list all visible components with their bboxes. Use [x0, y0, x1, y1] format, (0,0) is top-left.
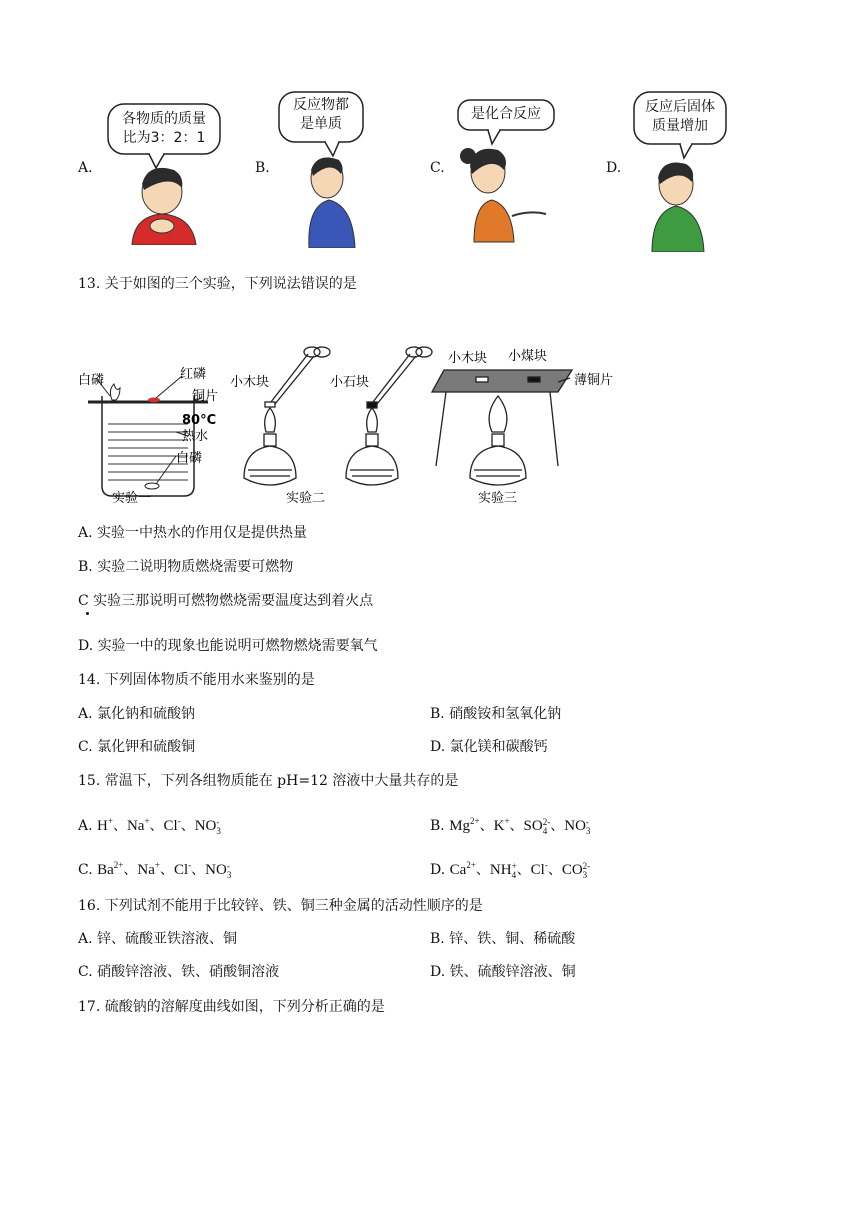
- exp1-label-copper: 铜片: [192, 389, 219, 404]
- q13-option-c: C 实验三那说明可燃物燃烧需要温度达到着火点: [78, 593, 374, 609]
- separator: 、: [191, 862, 206, 878]
- exp1-caption: 实验一: [112, 491, 152, 506]
- exp2-label-wood: 小木块: [230, 375, 270, 390]
- separator: 、: [479, 818, 494, 834]
- ion-formula: Na+: [137, 860, 160, 878]
- q12-option-b-bubble-line2: 是单质: [300, 116, 342, 132]
- q15-option-letter: C.: [78, 862, 98, 878]
- q15-option-d: [430, 856, 590, 880]
- q12-option-b-bubble: [279, 96, 363, 134]
- q13-option-d: D. 实验一中的现象也能说明可燃物燃烧需要氧气: [78, 638, 378, 654]
- separator: 、: [123, 862, 138, 878]
- ion-formula: SO 2- 4: [523, 816, 551, 836]
- q12-option-c-letter: C.: [430, 160, 445, 176]
- exp2-label-stone: 小石块: [330, 375, 370, 390]
- q12-option-a-bubble: [108, 110, 220, 148]
- exp2-caption: 实验二: [286, 491, 326, 506]
- q13-stem: 13. 关于如图的三个实验，下列说法错误的是: [78, 276, 357, 292]
- ion-formula: $Mg^{2+}$: [449, 816, 480, 834]
- q12-option-b-bubble-line1: 反应物都: [293, 97, 349, 113]
- q12-option-d-bubble-line1: 反应后固体: [645, 99, 715, 115]
- q12-option-a-letter: A.: [78, 160, 93, 176]
- ion-formula: NO - 3: [564, 816, 591, 836]
- q14-option-b: B. 硝酸铵和氢氧化钠: [430, 706, 562, 722]
- ion-formula: Cl-: [173, 860, 192, 878]
- separator: 、: [475, 862, 490, 878]
- ion-formula: $Ca^{2+}$: [449, 860, 476, 878]
- separator: 、: [149, 818, 164, 834]
- q16-option-d: D. 铁、硫酸锌溶液、铜: [430, 964, 576, 980]
- ion-formula: Na+: [126, 816, 150, 834]
- q13-option-b: B. 实验二说明物质燃烧需要可燃物: [78, 559, 294, 575]
- q16-stem: 16. 下列试剂不能用于比较锌、铁、铜三种金属的活动性顺序的是: [78, 898, 483, 914]
- exp1-label-red-p: 红磷: [180, 367, 207, 382]
- separator: 、: [159, 862, 174, 878]
- q12-option-a-bubble-line1: 各物质的质量: [122, 111, 206, 127]
- q14-option-a: A. 氯化钠和硫酸钠: [78, 706, 196, 722]
- q15-option-b: [430, 812, 590, 836]
- q12-option-b-letter: B.: [255, 160, 270, 176]
- exp2-apparatus: [244, 347, 432, 485]
- ion-formula: Cl-: [530, 860, 548, 878]
- exp3-label-coal: 小煤块: [508, 349, 548, 364]
- q15-option-letter: A.: [78, 818, 98, 834]
- stray-dot: [86, 612, 89, 615]
- q14-option-d: D. 氯化镁和碳酸钙: [430, 739, 548, 755]
- q16-option-b: B. 锌、铁、铜、稀硫酸: [430, 931, 576, 947]
- q12-option-c-bubble: [458, 105, 554, 124]
- ion-formula: Cl-: [163, 816, 181, 834]
- ion-formula: NO - 3: [194, 816, 221, 836]
- exp1-label-white-p-bottom: 白磷: [176, 451, 203, 466]
- separator: 、: [180, 818, 195, 834]
- q16-option-c: C. 硝酸锌溶液、铁、硝酸铜溶液: [78, 964, 280, 980]
- q12-option-d-bubble: [634, 98, 726, 136]
- q15-stem: 15. 常温下，下列各组物质能在 pH=12 溶液中大量共存的是: [78, 773, 459, 789]
- q12-option-d-letter: D.: [606, 160, 622, 176]
- ion-formula: $Ba^{2+}$: [97, 860, 124, 878]
- exp3-label-wood: 小木块: [448, 351, 488, 366]
- q15-option-a: [78, 812, 221, 836]
- exp1-label-temp: 80°C: [182, 413, 217, 428]
- q13-figure: [72, 338, 632, 513]
- ion-formula: H+: [97, 816, 113, 834]
- ion-formula: K+: [493, 816, 510, 834]
- q12-option-c-bubble-line1: 是化合反应: [471, 106, 541, 122]
- separator: 、: [516, 862, 531, 878]
- q15-option-letter: B.: [430, 818, 450, 834]
- exp1-label-white-p-top: 白磷: [78, 373, 105, 388]
- q15-option-c: [78, 856, 231, 880]
- ion-formula: NH + 4: [489, 860, 517, 880]
- q17-stem: 17. 硫酸钠的溶解度曲线如图，下列分析正确的是: [78, 999, 385, 1015]
- exp3-label-copper: 薄铜片: [574, 373, 614, 388]
- exp3-apparatus: [432, 370, 572, 485]
- q14-option-c: C. 氯化钾和硫酸铜: [78, 739, 196, 755]
- q12-option-d-bubble-line2: 质量增加: [652, 118, 708, 134]
- q12-option-a-bubble-line2: 比为3：2：1: [122, 130, 206, 146]
- separator: 、: [509, 818, 524, 834]
- separator: 、: [547, 862, 562, 878]
- q15-option-letter: D.: [430, 862, 450, 878]
- exp1-label-hot-water: 热水: [182, 429, 209, 444]
- q13-option-a: A. 实验一中热水的作用仅是提供热量: [78, 525, 308, 541]
- q16-option-a: A. 锌、硫酸亚铁溶液、铜: [78, 931, 238, 947]
- ion-formula: NO - 3: [205, 860, 232, 880]
- q14-stem: 14. 下列固体物质不能用水来鉴别的是: [78, 672, 315, 688]
- exp3-caption: 实验三: [478, 491, 518, 506]
- separator: 、: [112, 818, 127, 834]
- ion-formula: CO 2- 3: [561, 860, 591, 880]
- separator: 、: [550, 818, 565, 834]
